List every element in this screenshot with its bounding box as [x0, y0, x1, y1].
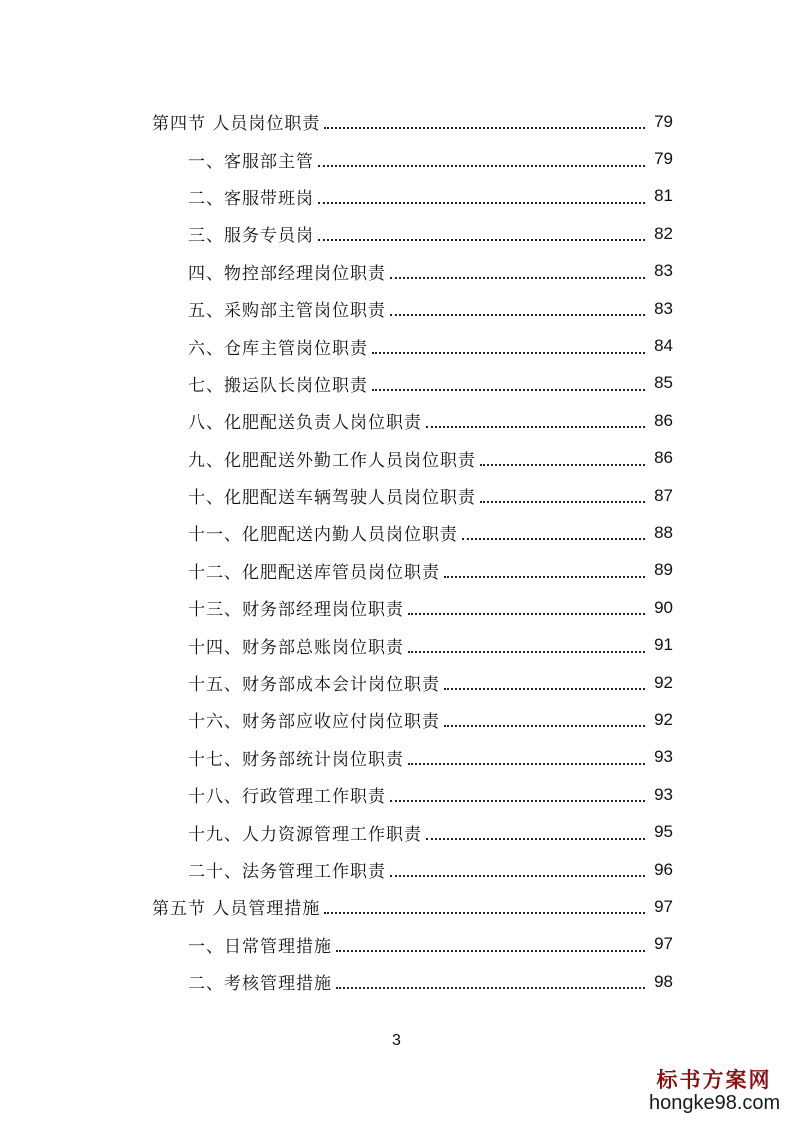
toc-entry[interactable] [0, 963, 793, 1000]
toc-dot-leader [444, 559, 645, 578]
toc-entry-page: 91 [654, 635, 673, 655]
toc-entry-title: 十九、人力资源管理工作职责 [188, 824, 422, 845]
toc-entry-page: 97 [654, 896, 673, 916]
toc-entry-page: 79 [654, 111, 673, 131]
toc-dot-leader [408, 634, 645, 653]
toc-entry[interactable] [0, 215, 793, 252]
toc-dot-leader [390, 297, 645, 316]
toc-entry[interactable] [0, 739, 793, 776]
toc-entry[interactable] [0, 813, 793, 850]
toc-entry-page: 89 [654, 560, 673, 580]
toc-entry-title: 九、化肥配送外勤工作人员岗位职责 [188, 450, 476, 471]
toc-dot-leader [426, 821, 645, 840]
toc-entry-title: 十、化肥配送车辆驾驶人员岗位职责 [188, 488, 476, 509]
watermark-url: hongke98.com [649, 1092, 781, 1114]
toc-dot-leader [408, 596, 645, 615]
toc-entry-page: 98 [654, 971, 673, 991]
watermark-logo [649, 1068, 779, 1114]
toc-entry-title: 一、客服部主管 [188, 151, 314, 172]
toc-dot-leader [480, 484, 645, 503]
toc-dot-leader [444, 708, 645, 727]
toc-entry-title: 二、考核管理措施 [188, 974, 332, 995]
toc-entry[interactable] [0, 888, 793, 925]
toc-entry[interactable] [0, 477, 793, 514]
toc-entry-page: 92 [654, 672, 673, 692]
toc-entry-title: 四、物控部经理岗位职责 [188, 263, 386, 284]
toc-entry-page: 83 [654, 298, 673, 318]
toc-dot-leader [336, 933, 645, 952]
toc-entry-page: 83 [654, 261, 673, 281]
toc-entry[interactable] [0, 103, 793, 140]
toc-entry-page: 92 [654, 709, 673, 729]
toc-entry[interactable] [0, 851, 793, 888]
toc-entry-title: 十六、财务部应收应付岗位职责 [188, 712, 440, 733]
toc-entry[interactable] [0, 701, 793, 738]
toc-entry-title: 十八、行政管理工作职责 [188, 787, 386, 808]
toc-entry-page: 79 [654, 149, 673, 169]
toc-entry[interactable] [0, 440, 793, 477]
toc-entry-title: 二、客服带班岗 [188, 188, 314, 209]
toc-entry-title: 十一、化肥配送内勤人员岗位职责 [188, 525, 458, 546]
toc-entry-title: 五、采购部主管岗位职责 [188, 301, 386, 322]
toc-dot-leader [372, 335, 645, 354]
toc-dot-leader [426, 409, 645, 428]
toc-entry-page: 84 [654, 336, 673, 356]
toc-entry-page: 81 [654, 186, 673, 206]
toc-entry-page: 97 [654, 934, 673, 954]
toc-entry-title: 十七、财务部统计岗位职责 [188, 749, 404, 770]
toc-entry-page: 96 [654, 859, 673, 879]
toc-entry-title: 三、服务专员岗 [188, 226, 314, 247]
toc-entry-page: 93 [654, 747, 673, 767]
table-of-contents [0, 103, 793, 1000]
toc-entry[interactable] [0, 776, 793, 813]
toc-dot-leader [324, 110, 645, 129]
toc-entry[interactable] [0, 290, 793, 327]
toc-dot-leader [390, 858, 645, 877]
toc-entry-title: 八、化肥配送负责人岗位职责 [188, 413, 422, 434]
toc-entry-page: 88 [654, 522, 673, 542]
toc-entry-title: 十三、财务部经理岗位职责 [188, 600, 404, 621]
toc-entry[interactable] [0, 926, 793, 963]
toc-dot-leader [324, 895, 645, 914]
toc-entry-title: 十四、财务部总账岗位职责 [188, 637, 404, 658]
toc-entry[interactable] [0, 514, 793, 551]
toc-entry[interactable] [0, 253, 793, 290]
toc-dot-leader [336, 970, 645, 989]
watermark-brand: 标书方案网 [656, 1067, 772, 1092]
page-number: 3 [392, 1032, 401, 1049]
toc-entry-title: 二十、法务管理工作职责 [188, 862, 386, 882]
toc-entry[interactable] [0, 589, 793, 626]
toc-entry[interactable] [0, 178, 793, 215]
toc-dot-leader [408, 746, 645, 765]
toc-entry[interactable] [0, 664, 793, 701]
toc-entry-page: 87 [654, 485, 673, 505]
toc-dot-leader [318, 185, 645, 204]
toc-dot-leader [390, 260, 645, 279]
toc-entry-page: 93 [654, 784, 673, 804]
toc-entry[interactable] [0, 402, 793, 439]
toc-entry-page: 86 [654, 448, 673, 468]
toc-entry[interactable] [0, 626, 793, 663]
toc-dot-leader [462, 521, 645, 540]
toc-entry-page: 90 [654, 597, 673, 617]
toc-entry-page: 85 [654, 373, 673, 393]
toc-entry-title: 第四节 人员岗位职责 [152, 114, 321, 135]
toc-entry-title: 一、日常管理措施 [188, 936, 332, 957]
toc-entry-page: 82 [654, 223, 673, 243]
toc-entry-page: 86 [654, 410, 673, 430]
toc-entry-title: 十五、财务部成本会计岗位职责 [188, 675, 440, 696]
toc-entry-title: 七、搬运队长岗位职责 [188, 375, 368, 396]
toc-dot-leader [318, 222, 645, 241]
toc-dot-leader [390, 783, 645, 802]
toc-dot-leader [444, 671, 645, 690]
toc-entry[interactable] [0, 552, 793, 589]
toc-entry-title: 六、仓库主管岗位职责 [188, 338, 368, 359]
toc-entry[interactable] [0, 365, 793, 402]
toc-dot-leader [480, 447, 645, 466]
toc-dot-leader [318, 148, 645, 167]
toc-entry-title: 十二、化肥配送库管员岗位职责 [188, 562, 440, 583]
toc-entry[interactable] [0, 140, 793, 177]
toc-entry-title: 第五节 人员管理措施 [152, 899, 321, 920]
toc-dot-leader [372, 372, 645, 391]
toc-entry-page: 95 [654, 822, 673, 842]
toc-entry[interactable] [0, 327, 793, 364]
